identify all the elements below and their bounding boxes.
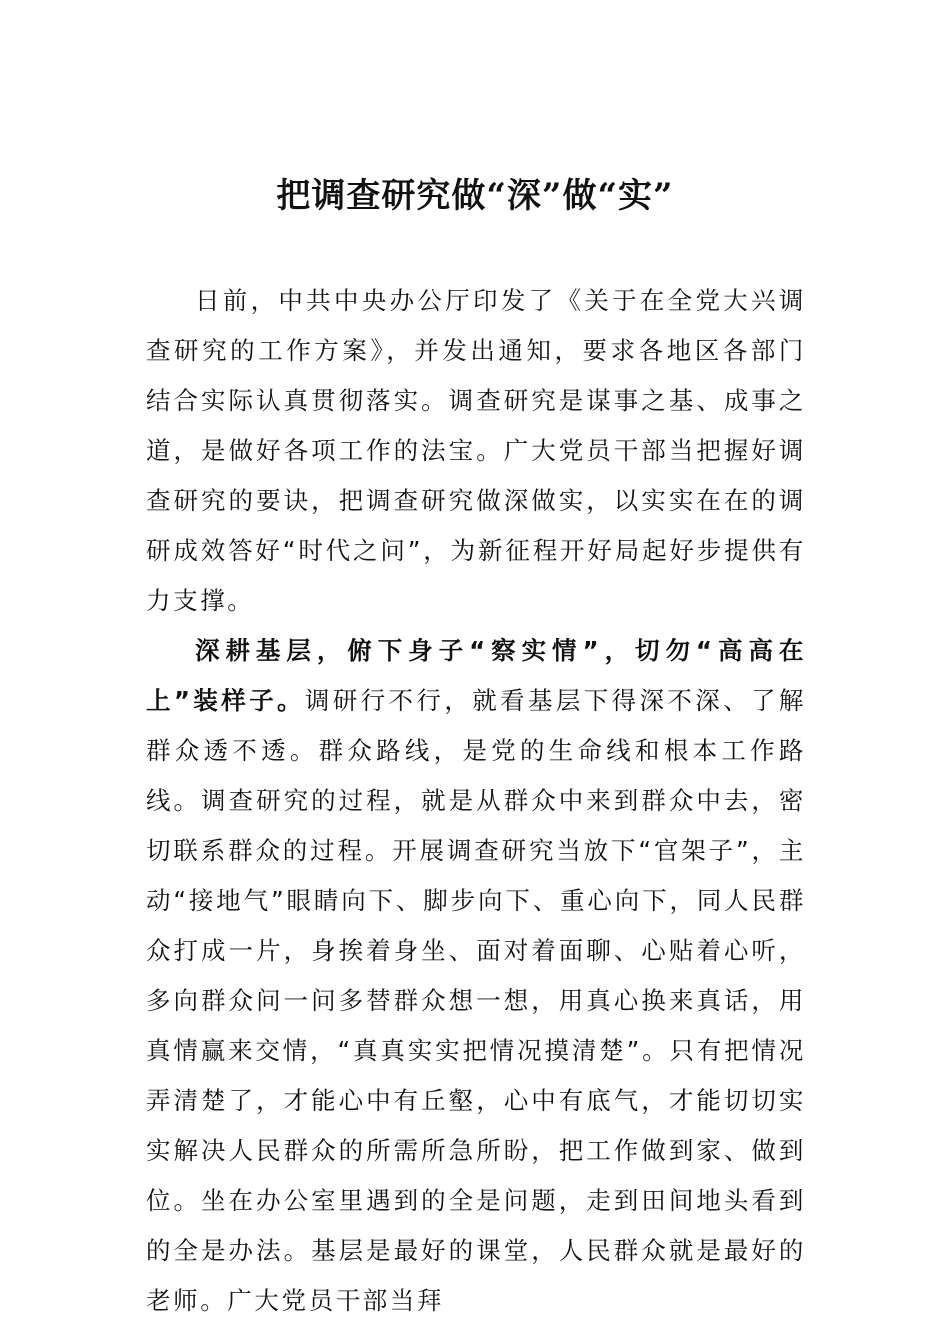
paragraph-grassroots: [146, 626, 806, 1326]
paragraph-intro: [146, 276, 806, 626]
document-title: 把调查研究做“深”做“实”: [276, 176, 674, 216]
document-body: [146, 276, 806, 1326]
paragraph-lead-heading: 深耕基层，俯下身子“察实情”，切勿“高高在上”装样子。: [146, 636, 806, 715]
paragraph-text: 调研行不行，就看基层下得深不深、了解群众透不透。群众路线，是党的生命线和根本工作路线。调查研究的过程，就是从群众中来到群众中去，密切联系群众的过程。开展调查研究当放下“官架子”，主动“接地气”眼睛向下、脚步向下、重心向下，同人民群众打成一片，身挨着身坐、面对着面聊、心贴着心听，多向群众问一问多替群众想一想，用真心换来真话，用真情赢来交情，“真真实实把情况摸清楚”。只有把情况弄清楚了，才能心中有丘壑，心中有底气，才能切切实实解决人民群众的所需所急所盼，把工作做到家、做到位。坐在办公室里遇到的全是问题，走到田间地头看到的全是办法。基层是最好的课堂，人民群众就是最好的老师。广大党员干部当拜: [146, 686, 806, 1315]
paragraph-text: 日前，中共中央办公厅印发了《关于在全党大兴调查研究的工作方案》，并发出通知，要求各地区各部门结合实际认真贯彻落实。调查研究是谋事之基、成事之道，是做好各项工作的法宝。广大党员干部当把握好调查研究的要诀，把调查研究做深做实，以实实在在的调研成效答好“时代之问”，为新征程开好局起好步提供有力支撑。: [146, 286, 806, 615]
